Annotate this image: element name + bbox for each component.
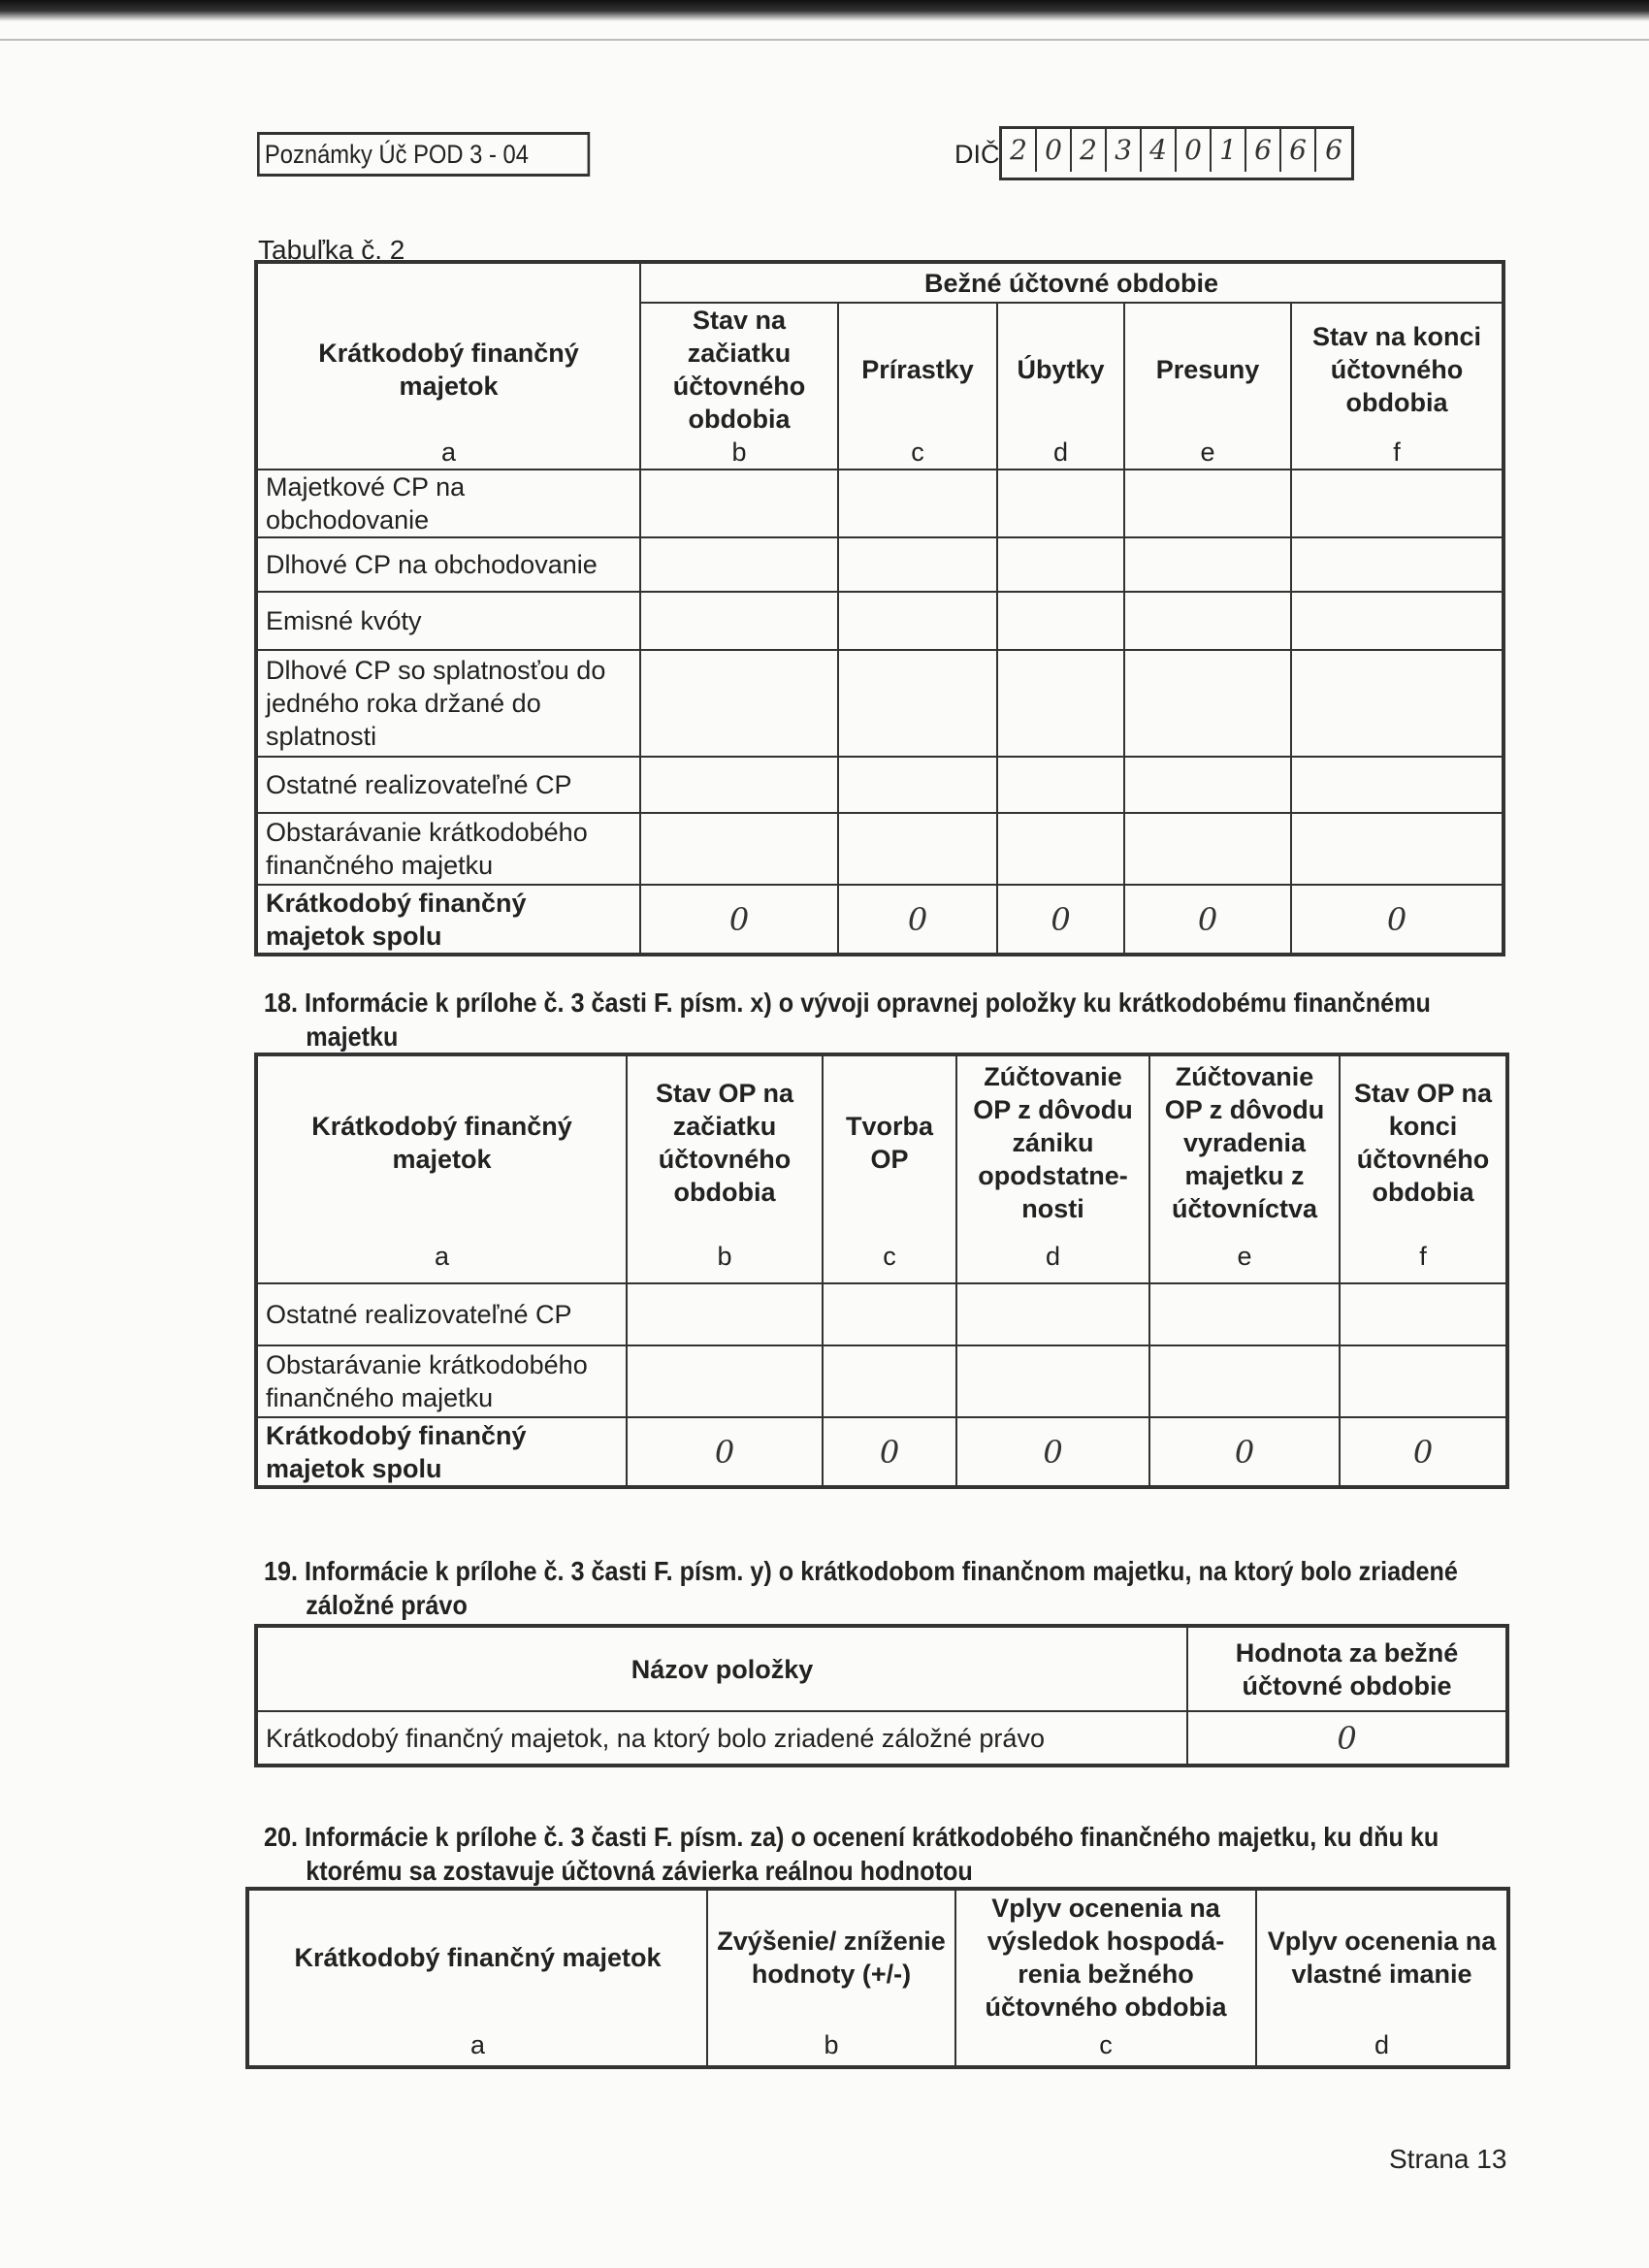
dic-digit: 6 xyxy=(1325,134,1342,166)
t2-total-value[interactable]: 0 xyxy=(1124,885,1291,955)
t18-total-value[interactable]: 0 xyxy=(956,1417,1149,1487)
t2-cell[interactable] xyxy=(1291,813,1504,885)
t19-name-header: Názov položky xyxy=(256,1626,1187,1711)
t2-cell[interactable] xyxy=(838,470,997,537)
t2-cell[interactable] xyxy=(838,592,997,650)
t18-cell[interactable] xyxy=(627,1345,823,1417)
t18-letter: c xyxy=(823,1229,956,1283)
page-number: Strana 13 xyxy=(1389,2144,1507,2174)
t18-total-value[interactable]: 0 xyxy=(823,1417,956,1487)
t2-letter: f xyxy=(1291,436,1504,470)
t2-row-label: Ostatné realizovateľné CP xyxy=(256,757,640,813)
t2-letter: a xyxy=(256,436,640,470)
t18-cell[interactable] xyxy=(956,1283,1149,1345)
dic-digit: 6 xyxy=(1281,129,1316,172)
scan-edge xyxy=(0,0,1649,21)
table20 xyxy=(245,1887,1510,2069)
dic-digit: 2 xyxy=(1072,129,1107,172)
t20-col-d-header: Vplyv ocenenia na vlastné imanie xyxy=(1256,1889,1508,2025)
scan-line xyxy=(0,39,1649,41)
dic-digit: 3 xyxy=(1107,129,1142,172)
t18-cell[interactable] xyxy=(1340,1345,1507,1417)
t2-col-c-header: Prírastky xyxy=(838,303,997,436)
t18-letter: d xyxy=(956,1229,1149,1283)
t2-col-f-header: Stav na konci účtovného obdobia xyxy=(1291,303,1504,436)
t18-total-label: Krátkodobý finančný majetok spolu xyxy=(256,1417,627,1487)
section20-title: 20. Informácie k prílohe č. 3 časti F. písm. za) o ocenení krátkodobého finančného majetku, ku dňu ku ktorému sa zostavuje účtovná závierka reálnou hodnotou xyxy=(264,1822,1439,1886)
t2-cell[interactable] xyxy=(1124,592,1291,650)
t2-cell[interactable] xyxy=(997,757,1124,813)
t18-letter: b xyxy=(627,1229,823,1283)
dic-label: DIČ xyxy=(954,140,1000,169)
t2-cell[interactable] xyxy=(997,650,1124,757)
t2-cell[interactable] xyxy=(1291,470,1504,537)
t2-cell[interactable] xyxy=(1291,757,1504,813)
t18-cell[interactable] xyxy=(1149,1283,1340,1345)
t18-cell[interactable] xyxy=(823,1283,956,1345)
t18-letter: e xyxy=(1149,1229,1340,1283)
table19 xyxy=(254,1624,1509,1767)
t20-letter: b xyxy=(707,2025,955,2067)
t2-row-label: Dlhové CP na obchodovanie xyxy=(256,537,640,592)
t18-col-f-header: Stav OP na konci účtovného obdobia xyxy=(1340,1054,1507,1229)
t2-cell[interactable] xyxy=(1291,537,1504,592)
t18-row-label: Obstarávanie krátkodobého finančného majetku xyxy=(256,1345,627,1417)
dic-digit: 0 xyxy=(1037,129,1072,172)
t2-row-label: Dlhové CP so splatnosťou do jedného roka držané do splatnosti xyxy=(256,650,640,757)
t18-cell[interactable] xyxy=(627,1283,823,1345)
t2-cell[interactable] xyxy=(640,757,838,813)
t2-col-b-header: Stav na začiatku účtovného obdobia xyxy=(640,303,838,436)
t2-cell[interactable] xyxy=(640,537,838,592)
t20-col-b-header: Zvýšenie/ zníženie hodnoty (+/-) xyxy=(707,1889,955,2025)
t18-row-label: Ostatné realizovateľné CP xyxy=(256,1283,627,1345)
t2-cell[interactable] xyxy=(997,592,1124,650)
t2-cell[interactable] xyxy=(640,470,838,537)
t18-col-b-header: Stav OP na začiatku účtovného obdobia xyxy=(627,1054,823,1229)
t20-letter: d xyxy=(1256,2025,1508,2067)
t18-total-value[interactable]: 0 xyxy=(627,1417,823,1487)
t20-col-a-header: Krátkodobý finančný majetok xyxy=(247,1889,707,2025)
dic-digit: 1 xyxy=(1212,129,1246,172)
t2-col-e-header: Presuny xyxy=(1124,303,1291,436)
form-label-box xyxy=(257,132,590,177)
t2-cell[interactable] xyxy=(838,650,997,757)
t2-letter: e xyxy=(1124,436,1291,470)
form-label: Poznámky Úč POD 3 - 04 xyxy=(264,140,529,169)
table2 xyxy=(254,260,1505,956)
t2-cell[interactable] xyxy=(640,813,838,885)
t18-cell[interactable] xyxy=(1340,1283,1507,1345)
t18-letter: a xyxy=(256,1229,627,1283)
section19-title: 19. Informácie k prílohe č. 3 časti F. písm. y) o krátkodobom finančnom majetku, na ktorý bolo zriadené záložné právo xyxy=(264,1556,1458,1620)
t18-cell[interactable] xyxy=(956,1345,1149,1417)
t2-col-d-header: Úbytky xyxy=(997,303,1124,436)
t2-cell[interactable] xyxy=(1124,813,1291,885)
t2-cell[interactable] xyxy=(1124,470,1291,537)
t2-total-value[interactable]: 0 xyxy=(838,885,997,955)
t2-cell[interactable] xyxy=(1291,650,1504,757)
t2-cell[interactable] xyxy=(838,757,997,813)
t2-cell[interactable] xyxy=(997,537,1124,592)
t18-total-value[interactable]: 0 xyxy=(1340,1417,1507,1487)
t2-row-label: Majetkové CP na obchodovanie xyxy=(256,470,640,537)
t2-cell[interactable] xyxy=(1291,592,1504,650)
t2-cell[interactable] xyxy=(997,813,1124,885)
t2-letter: d xyxy=(997,436,1124,470)
t20-letter: a xyxy=(247,2025,707,2067)
t19-row-value[interactable]: 0 xyxy=(1187,1711,1507,1766)
section18-title: 18. Informácie k prílohe č. 3 časti F. písm. x) o vývoji opravnej položky ku krátkodobému finančnému majetku xyxy=(264,988,1431,1052)
t2-cell[interactable] xyxy=(1124,537,1291,592)
t18-col-a-header: Krátkodobý finančný majetok xyxy=(256,1054,627,1229)
t2-cell[interactable] xyxy=(1124,650,1291,757)
t2-cell[interactable] xyxy=(1124,757,1291,813)
t18-col-c-header: Tvorba OP xyxy=(823,1054,956,1229)
t2-letter: c xyxy=(838,436,997,470)
t2-row-label: Obstarávanie krátkodobého finančného majetku xyxy=(256,813,640,885)
t20-col-c-header: Vplyv ocenenia na výsledok hospodá-renia bežného účtovného obdobia xyxy=(955,1889,1256,2025)
dic-boxes xyxy=(999,126,1354,180)
t18-total-value[interactable]: 0 xyxy=(1149,1417,1340,1487)
t2-cell[interactable] xyxy=(838,813,997,885)
dic-digit: 4 xyxy=(1142,129,1177,172)
t20-letter: c xyxy=(955,2025,1256,2067)
t2-col-a-header: Krátkodobý finančný majetok xyxy=(256,262,640,436)
dic-digit: 6 xyxy=(1246,129,1281,172)
t2-total-value[interactable]: 0 xyxy=(1291,885,1504,955)
t2-period-header: Bežné účtovné obdobie xyxy=(640,262,1504,303)
dic-digit: 2 xyxy=(1002,129,1037,172)
t2-cell[interactable] xyxy=(838,537,997,592)
t18-letter: f xyxy=(1340,1229,1507,1283)
t2-total-value[interactable]: 0 xyxy=(997,885,1124,955)
t18-col-e-header: Zúčtovanie OP z dôvodu vyradenia majetku z účtovníctva xyxy=(1149,1054,1340,1229)
t2-letter: b xyxy=(640,436,838,470)
t2-cell[interactable] xyxy=(997,470,1124,537)
t2-row-label: Emisné kvóty xyxy=(256,592,640,650)
t2-cell[interactable] xyxy=(640,650,838,757)
t18-col-d-header: Zúčtovanie OP z dôvodu zániku opodstatne-nosti xyxy=(956,1054,1149,1229)
table18 xyxy=(254,1053,1509,1489)
t2-total-value[interactable]: 0 xyxy=(640,885,838,955)
t19-value-header: Hodnota za bežné účtovné obdobie xyxy=(1187,1626,1507,1711)
dic-digit: 0 xyxy=(1177,129,1212,172)
t18-cell[interactable] xyxy=(823,1345,956,1417)
t19-row-label: Krátkodobý finančný majetok, na ktorý bolo zriadené záložné právo xyxy=(256,1711,1187,1766)
t18-cell[interactable] xyxy=(1149,1345,1340,1417)
t2-total-label: Krátkodobý finančný majetok spolu xyxy=(256,885,640,955)
t2-cell[interactable] xyxy=(640,592,838,650)
table2-caption: Tabuľka č. 2 xyxy=(258,235,405,265)
